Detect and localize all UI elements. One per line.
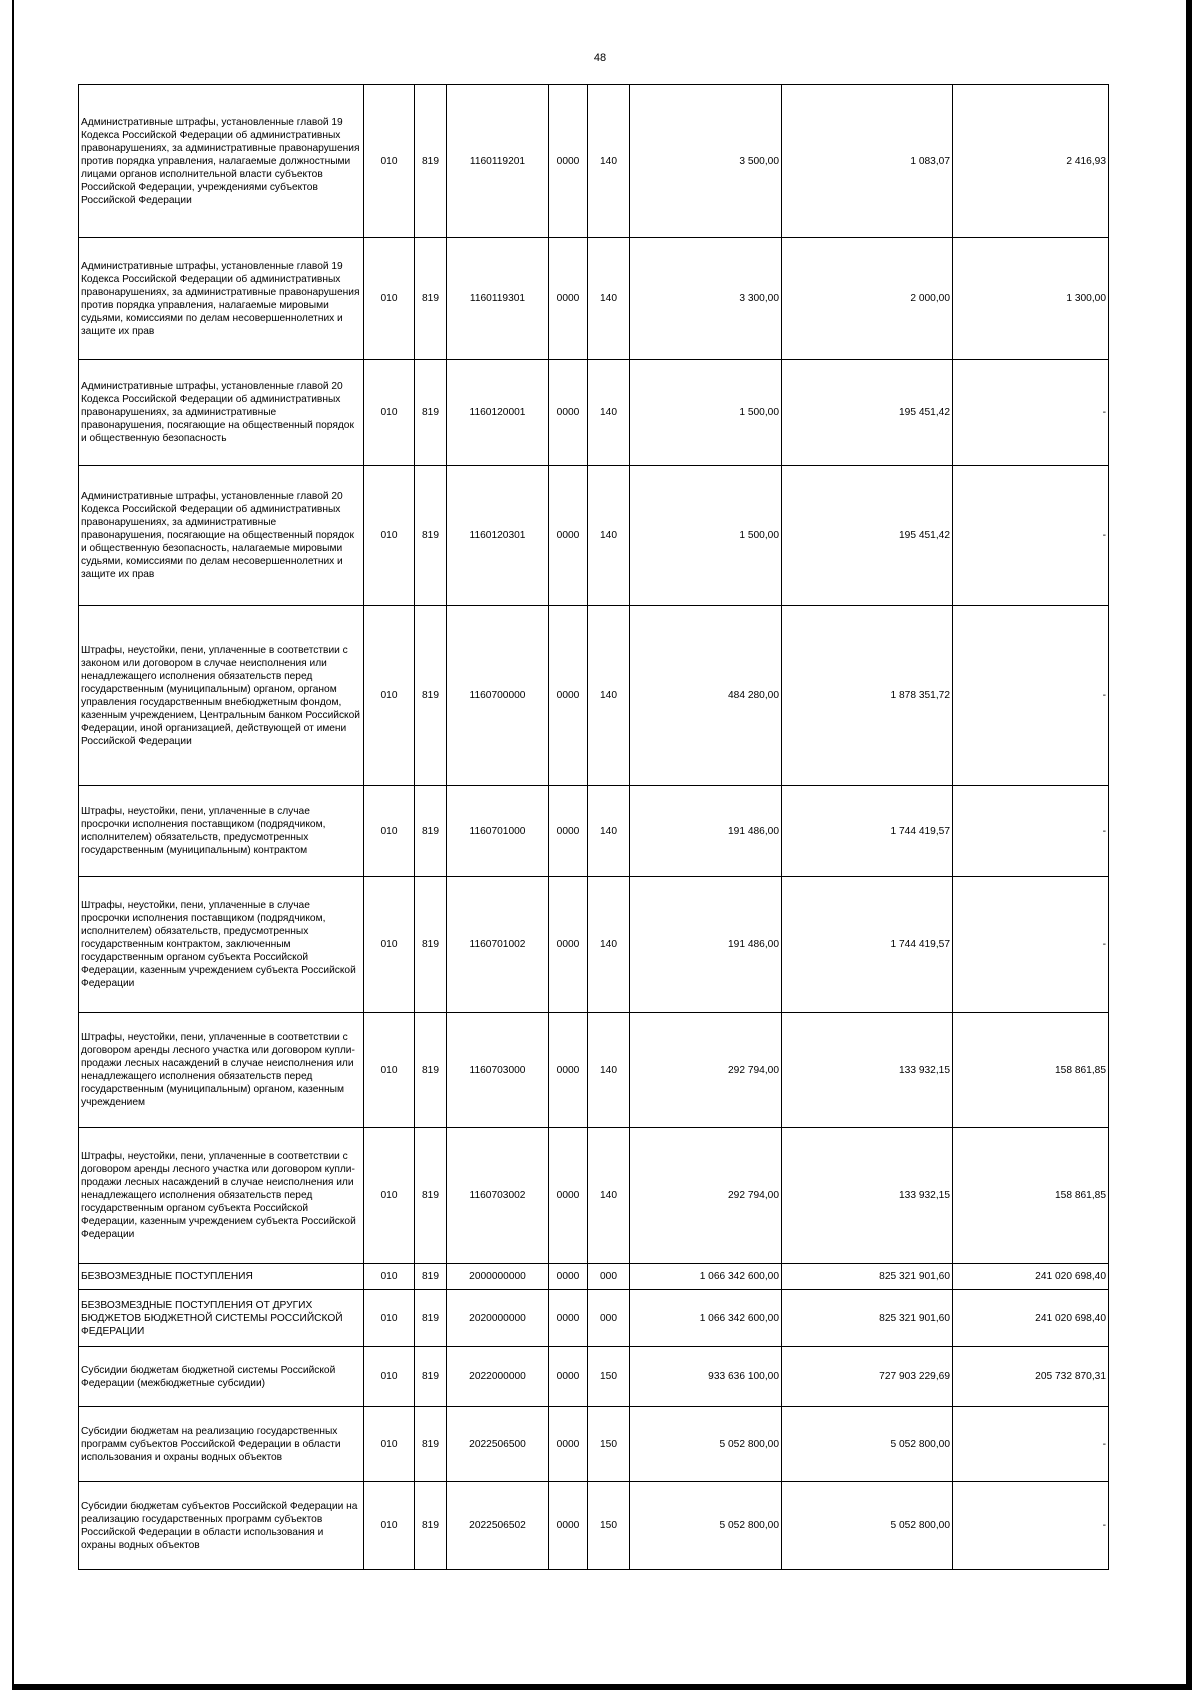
- table-row: [79, 1407, 1109, 1482]
- row-name: Административные штрафы, установленные главой 19 Кодекса Российской Федерации об административных правонарушениях, за административные правонарушения против порядка управления, налагаемые мировыми судьями, комиссиями по делам несовершеннолетних и защите их прав: [79, 238, 364, 360]
- table-row: [79, 786, 1109, 877]
- code-kosgu: 150: [588, 1347, 630, 1407]
- code-income: 1160701002: [447, 877, 549, 1013]
- code-income: 2000000000: [447, 1264, 549, 1290]
- code-kosgu: 000: [588, 1290, 630, 1347]
- code-admin: 819: [415, 1128, 447, 1264]
- row-name: Административные штрафы, установленные главой 20 Кодекса Российской Федерации об административных правонарушениях, за административные правонарушения, посягающие на общественный порядок и общественную безопасность, налагаемые мировыми судьями, комиссиями по делам несовершеннолетних и защите их прав: [79, 466, 364, 606]
- code-ministry: 010: [364, 360, 415, 466]
- code-ministry: 010: [364, 1407, 415, 1482]
- code-kosgu: 140: [588, 238, 630, 360]
- code-income: 1160119201: [447, 85, 549, 238]
- value-executed: 1 878 351,72: [782, 606, 953, 786]
- value-remainder: -: [953, 786, 1109, 877]
- code-subtype: 0000: [549, 1264, 588, 1290]
- code-ministry: 010: [364, 1013, 415, 1128]
- code-ministry: 010: [364, 1128, 415, 1264]
- code-subtype: 0000: [549, 1482, 588, 1570]
- code-kosgu: 140: [588, 1013, 630, 1128]
- code-income: 2022506502: [447, 1482, 549, 1570]
- value-remainder: -: [953, 360, 1109, 466]
- table-row: [79, 238, 1109, 360]
- value-executed: 133 932,15: [782, 1013, 953, 1128]
- value-remainder: 205 732 870,31: [953, 1347, 1109, 1407]
- value-remainder: 2 416,93: [953, 85, 1109, 238]
- code-ministry: 010: [364, 786, 415, 877]
- value-remainder: 158 861,85: [953, 1128, 1109, 1264]
- code-income: 2022000000: [447, 1347, 549, 1407]
- code-subtype: 0000: [549, 1013, 588, 1128]
- code-admin: 819: [415, 1264, 447, 1290]
- row-name: Субсидии бюджетам на реализацию государственных программ субъектов Российской Федерации в области использования и охраны водных объектов: [79, 1407, 364, 1482]
- value-executed: 195 451,42: [782, 360, 953, 466]
- table-row: [79, 1482, 1109, 1570]
- code-ministry: 010: [364, 466, 415, 606]
- table-row: [79, 606, 1109, 786]
- row-name: Субсидии бюджетам бюджетной системы Российской Федерации (межбюджетные субсидии): [79, 1347, 364, 1407]
- value-remainder: -: [953, 1482, 1109, 1570]
- row-name: БЕЗВОЗМЕЗДНЫЕ ПОСТУПЛЕНИЯ ОТ ДРУГИХ БЮДЖЕТОВ БЮДЖЕТНОЙ СИСТЕМЫ РОССИЙСКОЙ ФЕДЕРАЦИИ: [79, 1290, 364, 1347]
- table-row: [79, 1347, 1109, 1407]
- value-approved: 5 052 800,00: [630, 1407, 782, 1482]
- table-row: [79, 1013, 1109, 1128]
- value-executed: 727 903 229,69: [782, 1347, 953, 1407]
- code-income: 1160120001: [447, 360, 549, 466]
- code-income: 1160119301: [447, 238, 549, 360]
- value-executed: 825 321 901,60: [782, 1290, 953, 1347]
- value-executed: 133 932,15: [782, 1128, 953, 1264]
- value-executed: 2 000,00: [782, 238, 953, 360]
- code-income: 1160120301: [447, 466, 549, 606]
- code-subtype: 0000: [549, 1407, 588, 1482]
- value-approved: 191 486,00: [630, 786, 782, 877]
- code-ministry: 010: [364, 1482, 415, 1570]
- value-executed: 1 744 419,57: [782, 877, 953, 1013]
- value-executed: 825 321 901,60: [782, 1264, 953, 1290]
- row-name: Административные штрафы, установленные главой 20 Кодекса Российской Федерации об административных правонарушениях, за административные правонарушения, посягающие на общественный порядок и общественную безопасность: [79, 360, 364, 466]
- table-row: [79, 1290, 1109, 1347]
- code-income: 1160703002: [447, 1128, 549, 1264]
- value-remainder: -: [953, 877, 1109, 1013]
- table-row: [79, 360, 1109, 466]
- code-ministry: 010: [364, 1264, 415, 1290]
- value-approved: 1 500,00: [630, 360, 782, 466]
- value-remainder: -: [953, 1407, 1109, 1482]
- table-row: [79, 1264, 1109, 1290]
- table-row: [79, 1128, 1109, 1264]
- value-approved: 5 052 800,00: [630, 1482, 782, 1570]
- value-approved: 1 066 342 600,00: [630, 1264, 782, 1290]
- code-subtype: 0000: [549, 466, 588, 606]
- table-row: [79, 85, 1109, 238]
- code-admin: 819: [415, 606, 447, 786]
- row-name: Административные штрафы, установленные главой 19 Кодекса Российской Федерации об административных правонарушениях, за административные правонарушения против порядка управления, налагаемые должностными лицами органов исполнительной власти субъектов Российской Федерации, учреждениями субъектов Российской Федерации: [79, 85, 364, 238]
- code-ministry: 010: [364, 85, 415, 238]
- row-name: Штрафы, неустойки, пени, уплаченные в соответствии с договором аренды лесного участка или договором купли-продажи лесных насаждений в случае неисполнения или ненадлежащего исполнения обязательств перед государственным (муниципальным) органом, казенным учреждением: [79, 1013, 364, 1128]
- code-subtype: 0000: [549, 606, 588, 786]
- code-ministry: 010: [364, 1347, 415, 1407]
- value-executed: 1 083,07: [782, 85, 953, 238]
- value-executed: 1 744 419,57: [782, 786, 953, 877]
- row-name: БЕЗВОЗМЕЗДНЫЕ ПОСТУПЛЕНИЯ: [79, 1264, 364, 1290]
- code-ministry: 010: [364, 1290, 415, 1347]
- value-executed: 5 052 800,00: [782, 1482, 953, 1570]
- value-approved: 292 794,00: [630, 1013, 782, 1128]
- value-approved: 3 500,00: [630, 85, 782, 238]
- value-approved: 1 066 342 600,00: [630, 1290, 782, 1347]
- code-kosgu: 140: [588, 877, 630, 1013]
- code-income: 1160703000: [447, 1013, 549, 1128]
- row-name: Штрафы, неустойки, пени, уплаченные в случае просрочки исполнения поставщиком (подрядчиком, исполнителем) обязательств, предусмотренных государственным контрактом, заключенным государственным органом субъекта Российской Федерации, казенным учреждением субъекта Российской Федерации: [79, 877, 364, 1013]
- page-number: 48: [593, 52, 607, 64]
- code-kosgu: 140: [588, 1128, 630, 1264]
- code-subtype: 0000: [549, 786, 588, 877]
- code-subtype: 0000: [549, 238, 588, 360]
- code-subtype: 0000: [549, 360, 588, 466]
- code-admin: 819: [415, 877, 447, 1013]
- value-executed: 5 052 800,00: [782, 1407, 953, 1482]
- value-approved: 484 280,00: [630, 606, 782, 786]
- row-name: Штрафы, неустойки, пени, уплаченные в случае просрочки исполнения поставщиком (подрядчиком, исполнителем) обязательств, предусмотренных государственным (муниципальным) контрактом: [79, 786, 364, 877]
- code-income: 2022506500: [447, 1407, 549, 1482]
- value-approved: 1 500,00: [630, 466, 782, 606]
- code-admin: 819: [415, 85, 447, 238]
- code-subtype: 0000: [549, 1290, 588, 1347]
- code-kosgu: 140: [588, 85, 630, 238]
- row-name: Штрафы, неустойки, пени, уплаченные в соответствии с договором аренды лесного участка или договором купли-продажи лесных насаждений в случае неисполнения или ненадлежащего исполнения обязательств перед государственным органом субъекта Российской Федерации, казенным учреждением субъекта Российской Федерации: [79, 1128, 364, 1264]
- code-admin: 819: [415, 1482, 447, 1570]
- code-subtype: 0000: [549, 1347, 588, 1407]
- value-approved: 292 794,00: [630, 1128, 782, 1264]
- code-ministry: 010: [364, 877, 415, 1013]
- code-kosgu: 150: [588, 1407, 630, 1482]
- value-remainder: 241 020 698,40: [953, 1290, 1109, 1347]
- value-approved: 191 486,00: [630, 877, 782, 1013]
- code-kosgu: 140: [588, 466, 630, 606]
- value-approved: 933 636 100,00: [630, 1347, 782, 1407]
- row-name: Субсидии бюджетам субъектов Российской Федерации на реализацию государственных программ субъектов Российской Федерации в области использования и охраны водных объектов: [79, 1482, 364, 1570]
- code-admin: 819: [415, 786, 447, 877]
- code-subtype: 0000: [549, 1128, 588, 1264]
- code-kosgu: 140: [588, 360, 630, 466]
- code-kosgu: 150: [588, 1482, 630, 1570]
- value-approved: 3 300,00: [630, 238, 782, 360]
- value-remainder: -: [953, 466, 1109, 606]
- value-remainder: 1 300,00: [953, 238, 1109, 360]
- code-ministry: 010: [364, 606, 415, 786]
- code-admin: 819: [415, 466, 447, 606]
- budget-table: [78, 84, 1109, 1570]
- code-admin: 819: [415, 238, 447, 360]
- code-kosgu: 000: [588, 1264, 630, 1290]
- value-remainder: 241 020 698,40: [953, 1264, 1109, 1290]
- code-ministry: 010: [364, 238, 415, 360]
- value-remainder: -: [953, 606, 1109, 786]
- code-income: 2020000000: [447, 1290, 549, 1347]
- code-admin: 819: [415, 1407, 447, 1482]
- value-remainder: 158 861,85: [953, 1013, 1109, 1128]
- code-admin: 819: [415, 360, 447, 466]
- code-admin: 819: [415, 1347, 447, 1407]
- code-kosgu: 140: [588, 606, 630, 786]
- value-executed: 195 451,42: [782, 466, 953, 606]
- code-admin: 819: [415, 1013, 447, 1128]
- code-income: 1160700000: [447, 606, 549, 786]
- table-row: [79, 877, 1109, 1013]
- code-income: 1160701000: [447, 786, 549, 877]
- code-kosgu: 140: [588, 786, 630, 877]
- table-row: [79, 466, 1109, 606]
- code-subtype: 0000: [549, 877, 588, 1013]
- code-admin: 819: [415, 1290, 447, 1347]
- code-subtype: 0000: [549, 85, 588, 238]
- row-name: Штрафы, неустойки, пени, уплаченные в соответствии с законом или договором в случае неисполнения или ненадлежащего исполнения обязательств перед государственным (муниципальным) органом, органом управления государственным внебюджетным фондом, казенным учреждением, Центральным банком Российской Федерации, иной организацией, действующей от имени Российской Федерации: [79, 606, 364, 786]
